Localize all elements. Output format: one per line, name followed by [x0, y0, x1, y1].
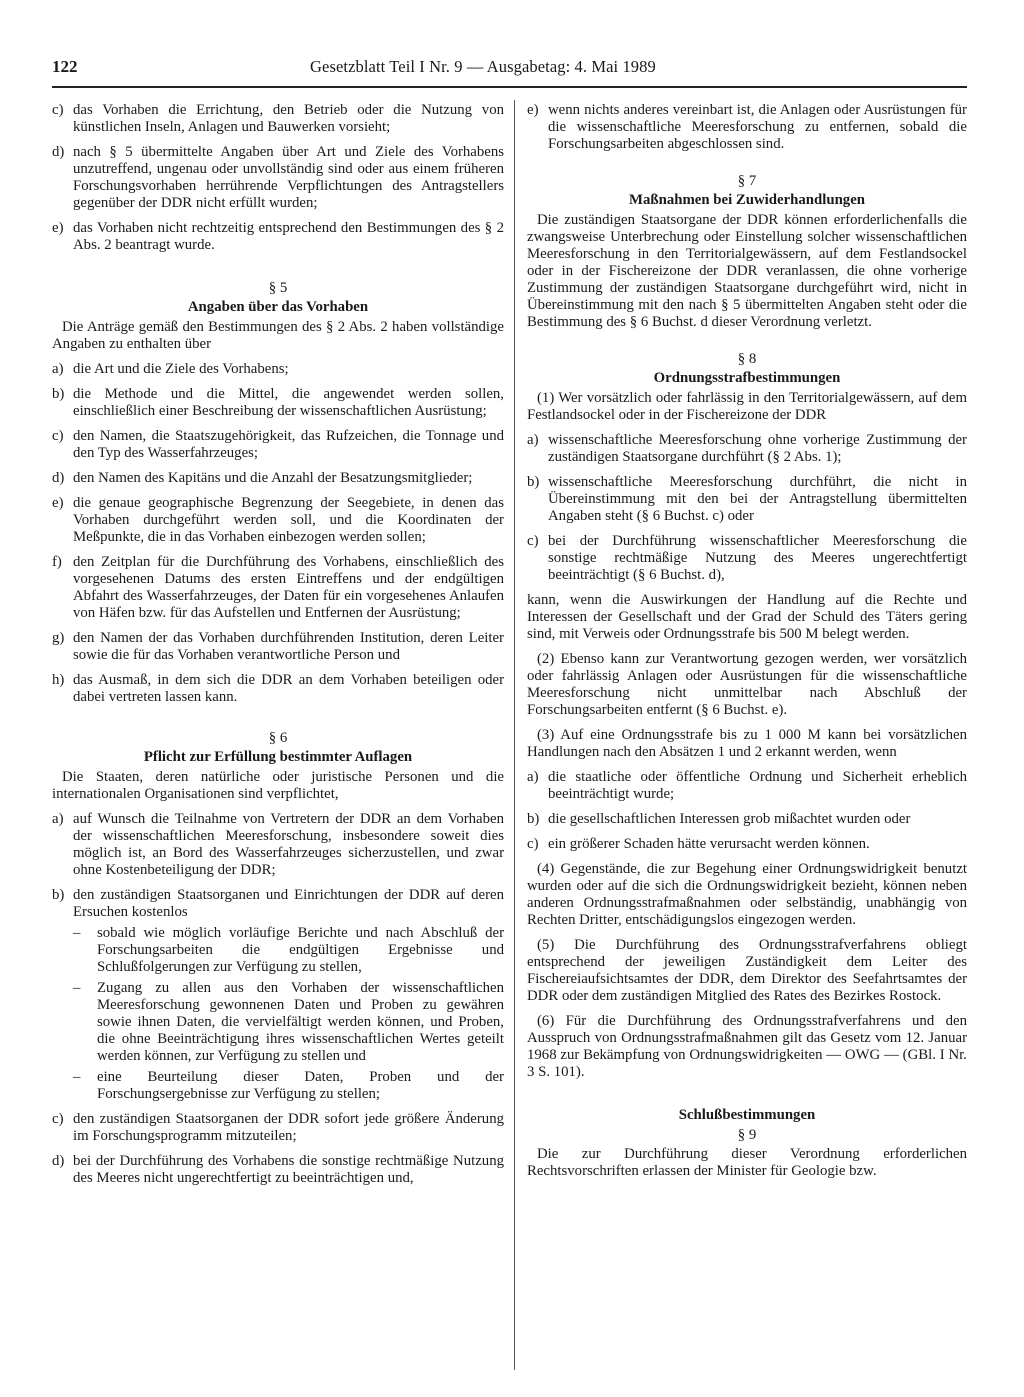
list-item: [52, 386, 504, 420]
item-label: d): [52, 1153, 65, 1169]
item-text: bei der Durchführung wissenschaftlicher Meeresforschung die sonstige rechtmäßige Nutzung des Meeres ungerechtfertigt beeinträchtigt (§ 6 Buchst. d),: [548, 533, 967, 583]
item-label: e): [52, 220, 64, 236]
section-title: Ordnungsstrafbestimmungen: [653, 370, 841, 386]
item-text: den Zeitplan für die Durchführung des Vorhabens, einschließlich des vorgesehenen Datums des ersten Eintreffens und der endgültigen Abfahrt des Wasserfahrzeuges, der Daten für ein vorgesehenes Anlaufen von Häfen bzw. für das Aufstellen und Entfernen der Ausrüstung;: [73, 554, 504, 621]
item-label: a): [527, 769, 539, 785]
item-text: wenn nichts anderes vereinbart ist, die Anlagen oder Ausrüstungen für die wissenschaftliche Meeresforschung zu entfernen, sobald die Forschungsarbeiten abgeschlossen sind.: [548, 102, 967, 152]
list-item: [527, 836, 967, 853]
paragraph: (3) Auf eine Ordnungsstrafe bis zu 1 000 M kann bei vorsätzlichen Handlungen nach den Absätzen 1 und 2 erkannt werden, wenn: [527, 727, 967, 760]
section-title: Pflicht zur Erfüllung bestimmter Auflagen: [143, 749, 413, 765]
section-number: § 6: [268, 730, 288, 746]
dash-item: [73, 1069, 504, 1103]
page-header: [52, 57, 967, 81]
dash-item: [73, 980, 504, 1065]
paragraph: (2) Ebenso kann zur Verantwortung gezogen werden, wer vorsätzlich oder fahrlässig Anlagen oder Ausrüstungen für die wissenschaftliche Meeresforschung nicht unmittelbar nach Abschluß der Forschungsarbeiten entfernt (§ 6 Buchst. e).: [527, 651, 967, 718]
item-text: die genaue geographische Begrenzung der Seegebiete, in denen das Vorhaben durchgeführt werden soll, und die Koordinaten der Meßpunkte, die in das Vorhaben einbezogen werden sollen;: [73, 495, 504, 545]
list-item: [52, 220, 504, 254]
list-item: [52, 102, 504, 136]
list-item: [527, 102, 967, 153]
page-number: 122: [52, 57, 78, 76]
header-title: Gesetzblatt Teil I Nr. 9 — Ausgabetag: 4. Mai 1989: [310, 57, 656, 76]
item-text: die staatliche oder öffentliche Ordnung und Sicherheit erheblich beeinträchtigt wurde;: [548, 769, 967, 802]
dash-item: [73, 925, 504, 976]
paragraph: kann, wenn die Auswirkungen der Handlung auf die Rechte und Interessen der Gesellschaft und der Grad der Schuld des Täters gering sind, mit Verweis oder Ordnungsstrafe bis 500 M belegt werden.: [527, 592, 967, 642]
list-item: [52, 1111, 504, 1145]
item-label: a): [52, 361, 64, 377]
list-item: [527, 432, 967, 466]
section-number: § 8: [737, 351, 757, 367]
dash-list: [73, 925, 504, 1103]
item-text: das Ausmaß, in dem sich die DDR an dem Vorhaben beteiligen oder dabei vertreten lassen kann.: [73, 672, 504, 705]
list-item: [52, 554, 504, 622]
section-intro: Die Anträge gemäß den Bestimmungen des § 2 Abs. 2 haben vollständige Angaben zu enthalten über: [52, 319, 504, 352]
paragraph: (1) Wer vorsätzlich oder fahrlässig in den Territorialgewässern, auf dem Festlandsockel oder in der Fischereizone der DDR: [527, 390, 967, 423]
list-item: [52, 495, 504, 546]
item-text: die gesellschaftlichen Interessen grob mißachtet wurden oder: [548, 811, 911, 827]
item-label: f): [52, 554, 62, 570]
column-divider: [514, 100, 515, 1370]
dash-text: eine Beurteilung dieser Daten, Proben und der Forschungsergebnisse zur Verfügung zu stellen;: [97, 1069, 504, 1102]
item-label: c): [527, 533, 539, 549]
list-item: [52, 470, 504, 487]
dash-mark: –: [73, 980, 81, 996]
list-item: [52, 361, 504, 378]
item-text: die Art und die Ziele des Vorhabens;: [73, 361, 289, 377]
list-item: [52, 144, 504, 212]
paragraph: (4) Gegenstände, die zur Begehung einer Ordnungswidrigkeit benutzt wurden oder auf die sich die Ordnungswidrigkeit bezieht, können neben anderen Ordnungsstrafmaßnahmen oder selbständig, unabhängig von Rechten Dritter, entschädigungslos eingezogen werden.: [527, 861, 967, 928]
list-item: [52, 428, 504, 462]
list-item: [52, 887, 504, 1103]
item-text: auf Wunsch die Teilnahme von Vertretern der DDR an dem Vorhaben der wissenschaftlichen Meeresforschung, insbesondere soweit dies möglich ist, an Bord des Wasserfahrzeuges sicherzustellen, und zwar ohne Kostenbeteiligung der DDR;: [73, 811, 504, 878]
right-column: [527, 102, 967, 1188]
item-label: e): [527, 102, 539, 118]
list-item: [52, 672, 504, 706]
section-title: Schlußbestimmungen: [678, 1107, 816, 1123]
item-text: den Namen, die Staatszugehörigkeit, das Rufzeichen, die Tonnage und den Typ des Wasserfahrzeuges;: [73, 428, 504, 461]
item-text: den zuständigen Staatsorganen der DDR sofort jede größere Änderung im Forschungsprogramm mitzuteilen;: [73, 1111, 504, 1144]
list-item: [527, 474, 967, 525]
list-item: [52, 1153, 504, 1187]
dash-mark: –: [73, 1069, 81, 1085]
item-text: nach § 5 übermittelte Angaben über Art und Ziele des Vorhabens unzutreffend, ungenau oder unvollständig sind oder aus einem früheren Forschungsvorhaben herrührende Verpflichtungen des Antragstellers gegenüber der DDR nicht erfüllt wurden;: [73, 144, 504, 211]
section-title: Angaben über das Vorhaben: [187, 299, 369, 315]
list-item: [527, 533, 967, 584]
section-number: § 7: [737, 173, 757, 189]
item-text: ein größerer Schaden hätte verursacht werden können.: [548, 836, 870, 852]
list-item: [527, 769, 967, 803]
item-text: den zuständigen Staatsorganen und Einrichtungen der DDR auf deren Ersuchen kostenlos: [73, 887, 504, 920]
item-label: b): [52, 887, 65, 903]
item-label: b): [527, 474, 540, 490]
item-label: c): [52, 1111, 64, 1127]
header-rule: [52, 86, 967, 88]
item-text: den Namen der das Vorhaben durchführenden Institution, deren Leiter sowie die für das Vorhaben verantwortliche Person und: [73, 630, 504, 663]
item-text: bei der Durchführung des Vorhabens die sonstige rechtmäßige Nutzung des Meeres nicht ungerechtfertigt zu beeinträchtigen und,: [73, 1153, 504, 1186]
section-text: Die zur Durchführung dieser Verordnung erforderlichen Rechtsvorschriften erlassen der Minister für Geologie bzw.: [527, 1146, 967, 1179]
item-label: d): [52, 144, 65, 160]
item-text: wissenschaftliche Meeresforschung durchführt, die nicht in Übereinstimmung mit den bei der Antragstellung übermittelten Angaben steht (§ 6 Buchst. c) oder: [548, 474, 967, 524]
section-intro: Die Staaten, deren natürliche oder juristische Personen und die internationalen Organisationen sind verpflichtet,: [52, 769, 504, 802]
list-item: [52, 811, 504, 879]
item-label: a): [52, 811, 64, 827]
item-label: b): [527, 811, 540, 827]
item-label: d): [52, 470, 65, 486]
item-text: das Vorhaben nicht rechtzeitig entsprechend den Bestimmungen des § 2 Abs. 2 beantragt wurde.: [73, 220, 504, 253]
item-text: wissenschaftliche Meeresforschung ohne vorherige Zustimmung der zuständigen Staatsorgane durchführt (§ 2 Abs. 1);: [548, 432, 967, 465]
item-label: h): [52, 672, 65, 688]
item-text: den Namen des Kapitäns und die Anzahl der Besatzungsmitglieder;: [73, 470, 473, 486]
item-label: c): [52, 102, 64, 118]
item-label: b): [52, 386, 65, 402]
item-label: a): [527, 432, 539, 448]
left-column: [52, 102, 504, 1195]
section-text: Die zuständigen Staatsorgane der DDR können erforderlichenfalls die zwangsweise Unterbrechung oder Einstellung solcher wissenschaftlichen Meeresforschung in den Territorialgewässern, auf dem Festlandsockel oder in der Fischereizone der DDR veranlassen, die ohne vorherige Zustimmung der zuständigen Staatsorgane durchgeführt wird, nicht in Übereinstimmung mit den nach § 5 übermittelten Angaben steht oder die Bestimmung des § 6 Buchst. d dieser Verordnung verletzt.: [527, 212, 967, 330]
list-item: [527, 811, 967, 828]
dash-text: sobald wie möglich vorläufige Berichte und nach Abschluß der Forschungsarbeiten die endgültigen Ergebnisse und Schlußfolgerungen zur Verfügung zu stellen,: [97, 925, 504, 975]
section-title: Maßnahmen bei Zuwiderhandlungen: [629, 192, 865, 208]
item-text: das Vorhaben die Errichtung, den Betrieb oder die Nutzung von künstlichen Inseln, Anlagen und Bauwerken vorsieht;: [73, 102, 504, 135]
paragraph: (5) Die Durchführung des Ordnungsstrafverfahrens obliegt entsprechend der jeweiligen Zuständigkeit dem Leiter des Fischereiaufsichtsamtes der DDR, dem Direktor des Seefahrtsamtes der DDR oder dem zuständigen Mitglied des Rates des Bezirkes Rostock.: [527, 937, 967, 1004]
dash-text: Zugang zu allen aus den Vorhaben der wissenschaftlichen Meeresforschung gewonnenen Daten und Proben zu gewähren sowie ihnen Daten, die vervielfältigt werden können, und Proben, die ohne Beeinträchtigung ihres wissenschaftlichen Wertes geteilt werden können, zur Verfügung zu stellen und: [97, 980, 504, 1064]
paragraph: (6) Für die Durchführung des Ordnungsstrafverfahrens und den Ausspruch von Ordnungsstrafmaßnahmen gilt das Gesetz vom 12. Januar 1968 zur Bekämpfung von Ordnungswidrigkeiten — OWG — (GBl. I Nr. 3 S. 101).: [527, 1013, 967, 1080]
dash-mark: –: [73, 925, 81, 941]
item-label: g): [52, 630, 65, 646]
section-number: § 9: [737, 1127, 757, 1143]
item-text: die Methode und die Mittel, die angewendet werden sollen, einschließlich einer Beschreibung der wissenschaftlichen Ausrüstung;: [73, 386, 504, 419]
section-number: § 5: [268, 280, 288, 296]
item-label: c): [527, 836, 539, 852]
item-label: e): [52, 495, 64, 511]
list-item: [52, 630, 504, 664]
item-label: c): [52, 428, 64, 444]
